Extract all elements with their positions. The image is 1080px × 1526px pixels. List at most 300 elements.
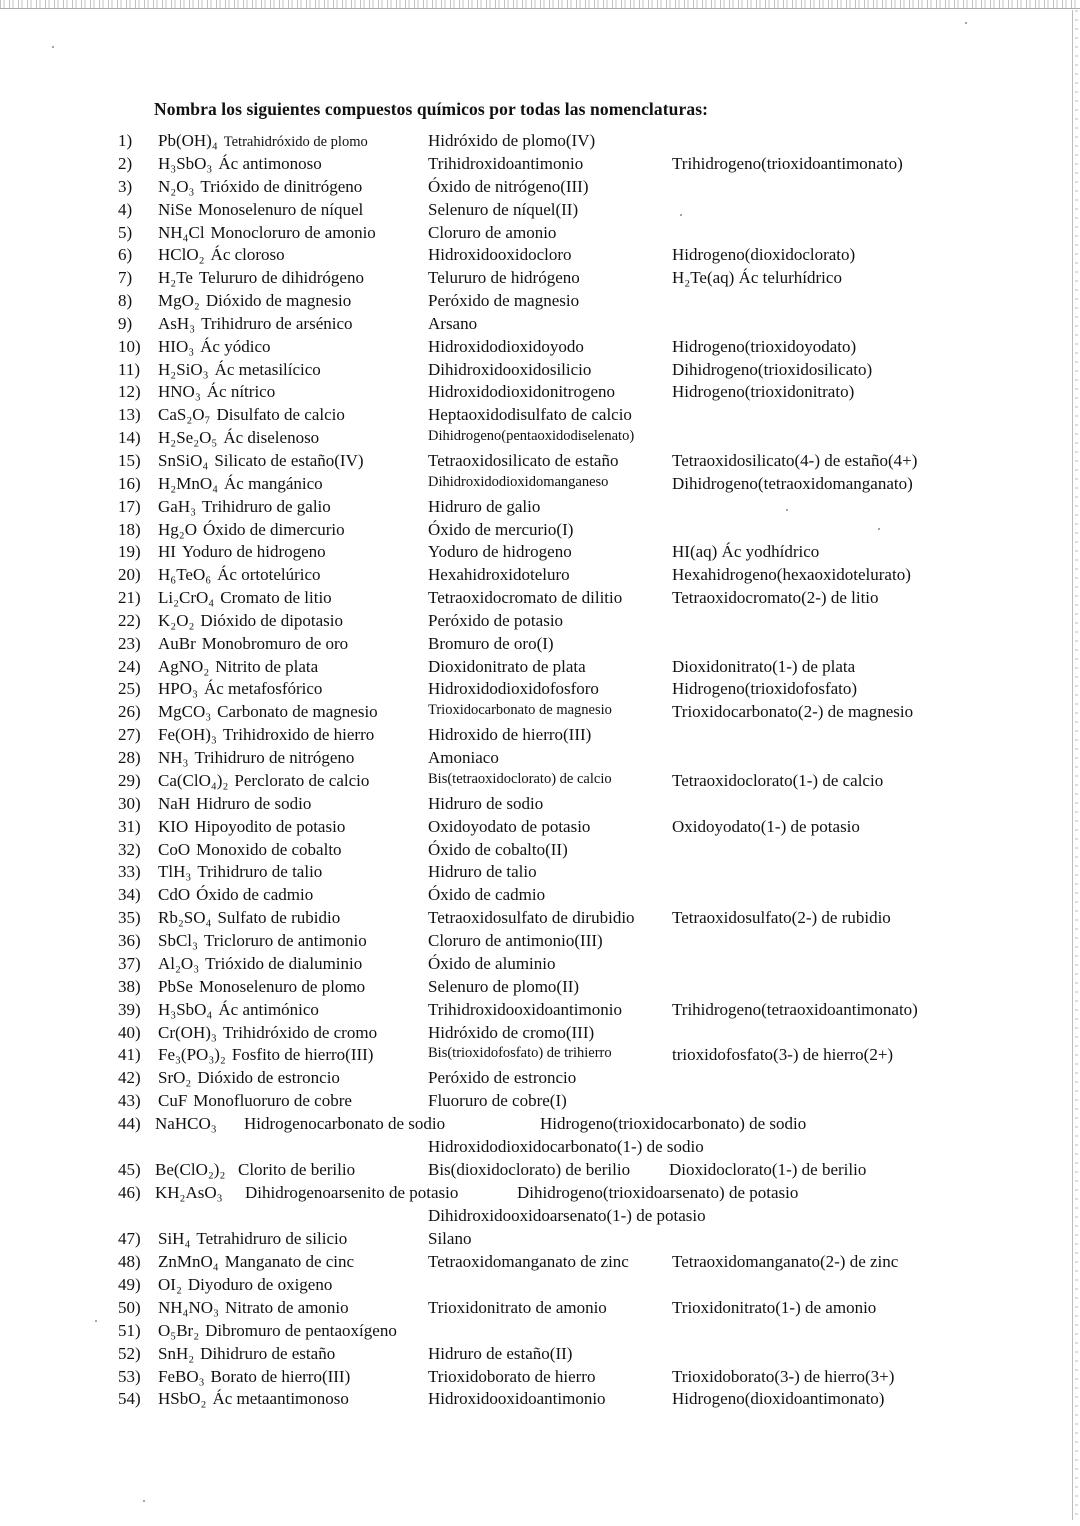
formula: HIO₃ xyxy=(158,337,195,356)
formula-and-traditional xyxy=(158,131,368,151)
formula: SnSiO₄ xyxy=(158,451,209,470)
formula: O₅Br₂ xyxy=(158,1321,200,1340)
systematic-name: Trioxidoborato de hierro xyxy=(428,1367,596,1386)
traditional-name: Clorito de berilio xyxy=(238,1160,356,1179)
systematic-name: Óxido de nitrógeno(III) xyxy=(428,177,589,196)
traditional-name: Monoxido de cobalto xyxy=(196,840,342,859)
scan-speck xyxy=(52,46,54,48)
item-number: 7) xyxy=(118,268,133,287)
item-number: 17) xyxy=(118,497,141,516)
item-number: 28) xyxy=(118,748,141,767)
formula: Li₂CrO₄ xyxy=(158,588,215,607)
item-number: 33) xyxy=(118,862,141,881)
formula: Rb₂SO₄ xyxy=(158,908,212,927)
formula-and-traditional xyxy=(158,154,322,174)
formula: Be(ClO₂)₂ xyxy=(155,1160,226,1179)
item-number: 50) xyxy=(118,1298,141,1317)
additive-name: Tetraoxidocromato(2-) de litio xyxy=(672,588,879,607)
traditional-name: Óxido de cadmio xyxy=(196,885,314,904)
formula-and-traditional xyxy=(158,565,321,585)
formula-and-traditional xyxy=(158,931,367,951)
traditional-name: Carbonato de magnesio xyxy=(217,702,378,721)
traditional-name: Trihidruro de nitrógeno xyxy=(194,748,355,767)
formula: H₃SbO₄ xyxy=(158,1000,213,1019)
traditional-name: Fosfito de hierro(III) xyxy=(231,1045,374,1064)
traditional-name: Ác metaantimonoso xyxy=(212,1389,349,1408)
scan-artifact-right-edge xyxy=(1072,10,1073,1520)
formula: CuF xyxy=(158,1091,188,1110)
formula: H₂Se₂O₅ xyxy=(158,428,218,447)
systematic-name: Hidroxidooxidocloro xyxy=(428,245,572,264)
formula-and-traditional xyxy=(158,314,353,334)
additive-name: Dioxidonitrato(1-) de plata xyxy=(672,657,856,676)
traditional-name: Telururo de dihidrógeno xyxy=(198,268,364,287)
formula: Fe₃(PO₃)₂ xyxy=(158,1045,226,1064)
item-number: 13) xyxy=(118,405,141,424)
item-number: 2) xyxy=(118,154,133,173)
item-number: 31) xyxy=(118,817,141,836)
formula-and-traditional xyxy=(158,382,275,402)
formula-and-traditional xyxy=(158,679,322,699)
scan-speck xyxy=(878,528,880,530)
formula-and-traditional xyxy=(158,817,345,837)
additive-name: Hexahidrogeno(hexaoxidotelurato) xyxy=(672,565,911,584)
formula-and-traditional xyxy=(158,405,345,425)
additive-name: HI(aq) Ác yodhídrico xyxy=(672,542,820,561)
systematic-name: Selenuro de plomo(II) xyxy=(428,977,580,996)
formula: H₂MnO₄ xyxy=(158,474,219,493)
formula: NiSe xyxy=(158,200,192,219)
systematic-name: Peróxido de estroncio xyxy=(428,1068,577,1087)
formula-and-traditional xyxy=(158,1298,349,1318)
systematic-name: Hidruro de talio xyxy=(428,862,537,881)
additive-name: H₂Te(aq) Ác telurhídrico xyxy=(672,268,842,287)
additive-name: Tetraoxidomanganato(2-) de zinc xyxy=(672,1252,899,1271)
additive-name: Hidrogeno(trioxidonitrato) xyxy=(672,382,855,401)
formula-and-traditional xyxy=(158,451,364,471)
additive-name: Tetraoxidoclorato(1-) de calcio xyxy=(672,771,884,790)
additive-name: Hidroxidodioxidocarbonato(1-) de sodio xyxy=(428,1137,704,1156)
traditional-name: Monoselenuro de plomo xyxy=(198,977,366,996)
traditional-name: Perclorato de calcio xyxy=(234,771,370,790)
item-number: 43) xyxy=(118,1091,141,1110)
formula: H₆TeO₆ xyxy=(158,565,212,584)
formula-and-traditional xyxy=(158,428,319,448)
systematic-name: Hidroxido de hierro(III) xyxy=(428,725,592,744)
systematic-name: Trihidroxidoantimonio xyxy=(428,154,584,173)
item-number: 22) xyxy=(118,611,141,630)
item-number: 29) xyxy=(118,771,141,790)
formula: Ca(ClO₄)₂ xyxy=(158,771,229,790)
systematic-name: Cloruro de antimonio(III) xyxy=(428,931,603,950)
formula: AuBr xyxy=(158,634,196,653)
systematic-name: Cloruro de amonio xyxy=(428,223,557,242)
systematic-name: Peróxido de magnesio xyxy=(428,291,580,310)
systematic-name: Bis(dioxidoclorato) de berilio xyxy=(428,1160,631,1179)
item-number: 42) xyxy=(118,1068,141,1087)
formula: PbSe xyxy=(158,977,193,996)
systematic-name: Óxido de aluminio xyxy=(428,954,556,973)
formula-and-traditional xyxy=(158,1023,377,1043)
systematic-name: Óxido de cobalto(II) xyxy=(428,840,568,859)
additive-name: Dihidrogeno(trioxidosilicato) xyxy=(672,360,873,379)
item-number: 18) xyxy=(118,520,141,539)
formula: SnH₂ xyxy=(158,1344,195,1363)
item-number: 47) xyxy=(118,1229,141,1248)
additive-name: Trioxidonitrato(1-) de amonio xyxy=(672,1298,877,1317)
systematic-name: Hidroxidooxidoantimonio xyxy=(428,1389,606,1408)
scan-artifact-right-noise xyxy=(1075,10,1078,1520)
item-number: 41) xyxy=(118,1045,141,1064)
formula: HNO₃ xyxy=(158,382,201,401)
traditional-name: Tetrahidróxido de plomo xyxy=(223,134,368,150)
item-number: 21) xyxy=(118,588,141,607)
systematic-name: Amoniaco xyxy=(428,748,499,767)
formula: CoO xyxy=(158,840,191,859)
item-number: 38) xyxy=(118,977,141,996)
traditional-name: Hipoyodito de potasio xyxy=(194,817,346,836)
systematic-name: Telururo de hidrógeno xyxy=(428,268,580,287)
systematic-name: Fluoruro de cobre(I) xyxy=(428,1091,567,1110)
traditional-name: Monocloruro de amonio xyxy=(210,223,376,242)
formula-and-traditional xyxy=(158,268,364,288)
traditional-name: Dióxido de estroncio xyxy=(197,1068,340,1087)
scan-speck xyxy=(143,1500,145,1502)
formula-and-traditional xyxy=(158,1321,397,1341)
formula-and-traditional xyxy=(158,862,322,882)
formula: MgO₂ xyxy=(158,291,200,310)
formula: Hg₂O xyxy=(158,520,197,539)
formula: NH₄Cl xyxy=(158,223,205,242)
systematic-name: Hidroxidodioxidoyodo xyxy=(428,337,584,356)
systematic-name: Selenuro de níquel(II) xyxy=(428,200,579,219)
formula: SrO₂ xyxy=(158,1068,192,1087)
traditional-name: Trihidruro de arsénico xyxy=(201,314,353,333)
additive-name: Trioxidocarbonato(2-) de magnesio xyxy=(672,702,914,721)
formula: GaH₃ xyxy=(158,497,197,516)
formula: OI₂ xyxy=(158,1275,182,1294)
formula-and-traditional xyxy=(158,1344,335,1364)
traditional-name: Diyoduro de oxigeno xyxy=(187,1275,333,1294)
systematic-name: Peróxido de potasio xyxy=(428,611,564,630)
systematic-name: Bis(trioxidofosfato) de trihierro xyxy=(428,1045,612,1061)
systematic-name: Trioxidocarbonato de magnesio xyxy=(428,702,612,718)
formula-and-traditional xyxy=(158,177,362,197)
traditional-name: Dióxido de magnesio xyxy=(205,291,352,310)
formula: N₂O₃ xyxy=(158,177,195,196)
formula-and-traditional xyxy=(158,588,332,608)
item-number: 40) xyxy=(118,1023,141,1042)
formula: MgCO₃ xyxy=(158,702,212,721)
formula: FeBO₃ xyxy=(158,1367,205,1386)
formula-and-traditional xyxy=(158,1252,354,1272)
traditional-name: Borato de hierro(III) xyxy=(210,1367,351,1386)
additive-name: Oxidoyodato(1-) de potasio xyxy=(672,817,860,836)
formula: AsH₃ xyxy=(158,314,196,333)
traditional-name: Trióxido de dialuminio xyxy=(205,954,363,973)
additive-name: Hidrogeno(dioxidoantimonato) xyxy=(672,1389,885,1408)
traditional-name: Ác antimonoso xyxy=(218,154,322,173)
item-number: 3) xyxy=(118,177,133,196)
item-number: 11) xyxy=(118,360,141,379)
additive-name: Dihidroxidooxidoarsenato(1-) de potasio xyxy=(428,1206,706,1225)
systematic-name: Hidruro de estaño(II) xyxy=(428,1344,573,1363)
formula-and-traditional xyxy=(158,977,365,997)
item-number: 27) xyxy=(118,725,141,744)
traditional-name: Ác metasilícico xyxy=(214,360,321,379)
item-number: 12) xyxy=(118,382,141,401)
traditional-name: Dióxido de dipotasio xyxy=(200,611,344,630)
formula: KIO xyxy=(158,817,189,836)
systematic-name: Tetraoxidocromato de dilitio xyxy=(428,588,623,607)
systematic-name: Dihidroxidooxidosilicio xyxy=(428,360,592,379)
formula-and-traditional xyxy=(158,954,362,974)
formula: CdO xyxy=(158,885,191,904)
systematic-name: Bis(tetraoxidoclorato) de calcio xyxy=(428,771,612,787)
formula-and-traditional xyxy=(158,1068,340,1088)
item-number: 24) xyxy=(118,657,141,676)
systematic-name: Heptaoxidodisulfato de calcio xyxy=(428,405,632,424)
formula-and-traditional xyxy=(158,474,323,494)
systematic-name: Bromuro de oro(I) xyxy=(428,634,554,653)
traditional-name: Manganato de cinc xyxy=(224,1252,355,1271)
formula: SiH₄ xyxy=(158,1229,191,1248)
systematic-name: Hidruro de galio xyxy=(428,497,541,516)
item-number: 49) xyxy=(118,1275,141,1294)
traditional-name: Silicato de estaño(IV) xyxy=(214,451,364,470)
traditional-name: Tetrahidruro de silicio xyxy=(196,1229,348,1248)
item-number: 1) xyxy=(118,131,133,150)
formula: NaHCO₃ xyxy=(155,1114,217,1133)
formula: Al₂O₃ xyxy=(158,954,200,973)
systematic-name: Hexahidroxidoteluro xyxy=(428,565,570,584)
additive-name: trioxidofosfato(3-) de hierro(2+) xyxy=(672,1045,894,1064)
formula: NH₃ xyxy=(158,748,189,767)
traditional-name: Dihidruro de estaño xyxy=(200,1344,336,1363)
scan-speck xyxy=(95,1320,97,1322)
traditional-name: Nitrato de amonio xyxy=(224,1298,349,1317)
traditional-name: Monofluoruro de cobre xyxy=(193,1091,352,1110)
additive-name: Trihidrogeno(trioxidoantimonato) xyxy=(672,154,903,173)
systematic-name: Tetraoxidomanganato de zinc xyxy=(428,1252,629,1271)
formula: H₃SbO₃ xyxy=(158,154,213,173)
systematic-name: Hidróxido de cromo(III) xyxy=(428,1023,595,1042)
traditional-name: Nitrito de plata xyxy=(215,657,319,676)
systematic-name: Hidroxidodioxidofosforo xyxy=(428,679,599,698)
item-number: 36) xyxy=(118,931,141,950)
additive-name: Dioxidoclorato(1-) de berilio xyxy=(669,1160,867,1179)
traditional-name: Dibromuro de pentaoxígeno xyxy=(205,1321,397,1340)
formula: Cr(OH)₃ xyxy=(158,1023,217,1042)
systematic-name: Hidroxidodioxidonitrogeno xyxy=(428,382,615,401)
formula: NH₄NO₃ xyxy=(158,1298,219,1317)
item-number: 26) xyxy=(118,702,141,721)
item-number: 32) xyxy=(118,840,141,859)
systematic-name: Yoduro de hidrogeno xyxy=(428,542,572,561)
additive-name: Tetraoxidosilicato(4-) de estaño(4+) xyxy=(672,451,918,470)
formula-and-traditional xyxy=(158,1045,373,1065)
formula: Fe(OH)₃ xyxy=(158,725,217,744)
traditional-name: Hidruro de sodio xyxy=(196,794,312,813)
formula-and-traditional xyxy=(158,657,318,677)
traditional-name: Cromato de litio xyxy=(220,588,332,607)
additive-name: Trihidrogeno(tetraoxidoantimonato) xyxy=(672,1000,918,1019)
formula-and-traditional xyxy=(158,200,363,220)
systematic-name: Tetraoxidosilicato de estaño xyxy=(428,451,619,470)
traditional-name: Trihidroxido de hierro xyxy=(222,725,375,744)
systematic-name: Arsano xyxy=(428,314,478,333)
systematic-name: Hidróxido de plomo(IV) xyxy=(428,131,596,150)
item-number: 25) xyxy=(118,679,141,698)
item-number: 54) xyxy=(118,1389,141,1408)
formula-and-traditional xyxy=(158,611,343,631)
systematic-name: Hidruro de sodio xyxy=(428,794,544,813)
item-number: 23) xyxy=(118,634,141,653)
formula-and-traditional xyxy=(158,497,331,517)
traditional-name: Ác yódico xyxy=(200,337,271,356)
item-number: 52) xyxy=(118,1344,141,1363)
systematic-name: Dioxidonitrato de plata xyxy=(428,657,586,676)
formula: AgNO₂ xyxy=(158,657,210,676)
item-number: 8) xyxy=(118,291,133,310)
traditional-name: Tricloruro de antimonio xyxy=(203,931,367,950)
item-number: 46) xyxy=(118,1183,141,1202)
traditional-name: Ác metafosfórico xyxy=(203,679,323,698)
formula-and-traditional xyxy=(158,794,311,814)
item-number: 45) xyxy=(118,1160,141,1179)
item-number: 35) xyxy=(118,908,141,927)
formula-and-traditional xyxy=(158,542,326,562)
systematic-name: Dihidrogeno(trioxidoarsenato) de potasio xyxy=(517,1183,799,1202)
traditional-name: Dihidrogenoarsenito de potasio xyxy=(245,1183,459,1202)
page-title: Nombra los siguientes compuestos químicos por todas las nomenclaturas: xyxy=(154,99,709,119)
traditional-name: Monobromuro de oro xyxy=(201,634,349,653)
formula-and-traditional xyxy=(158,1275,332,1295)
systematic-name: Óxido de mercurio(I) xyxy=(428,520,574,539)
traditional-name: Sulfato de rubidio xyxy=(217,908,341,927)
formula: HSbO₂ xyxy=(158,1389,207,1408)
formula: HI xyxy=(158,542,176,561)
formula: HClO₂ xyxy=(158,245,205,264)
item-number: 4) xyxy=(118,200,133,219)
formula-and-traditional xyxy=(158,291,351,311)
additive-name: Tetraoxidosulfato(2-) de rubidio xyxy=(672,908,891,927)
item-number: 20) xyxy=(118,565,141,584)
formula: TlH₃ xyxy=(158,862,192,881)
item-number: 9) xyxy=(118,314,133,333)
formula: CaS₂O₇ xyxy=(158,405,211,424)
item-number: 10) xyxy=(118,337,141,356)
formula-and-traditional xyxy=(158,885,313,905)
item-number: 51) xyxy=(118,1321,141,1340)
item-number: 19) xyxy=(118,542,141,561)
systematic-name: Hidrogeno(trioxidocarbonato) de sodio xyxy=(540,1114,807,1133)
systematic-name: Óxido de cadmio xyxy=(428,885,546,904)
item-number: 6) xyxy=(118,245,133,264)
scan-speck xyxy=(680,214,682,216)
scan-speck xyxy=(786,509,788,511)
item-number: 14) xyxy=(118,428,141,447)
traditional-name: Trihidruro de talio xyxy=(197,862,323,881)
formula: Pb(OH)₄ xyxy=(158,131,218,150)
additive-name: Hidrogeno(trioxidofosfato) xyxy=(672,679,858,698)
item-number: 16) xyxy=(118,474,141,493)
traditional-name: Ác nítrico xyxy=(206,382,276,401)
traditional-name: Trióxido de dinitrógeno xyxy=(200,177,363,196)
item-number: 5) xyxy=(118,223,133,242)
formula: H₂SiO₃ xyxy=(158,360,209,379)
formula: HPO₃ xyxy=(158,679,198,698)
item-number: 15) xyxy=(118,451,141,470)
formula-and-traditional xyxy=(158,748,354,768)
traditional-name: Ác cloroso xyxy=(210,245,285,264)
traditional-name: Monoselenuro de níquel xyxy=(198,200,364,219)
formula-and-traditional xyxy=(158,337,271,357)
traditional-name: Yoduro de hidrogeno xyxy=(181,542,326,561)
formula-and-traditional xyxy=(158,702,378,722)
formula: KH₂AsO₃ xyxy=(155,1183,223,1202)
formula: H₂Te xyxy=(158,268,193,287)
formula-and-traditional xyxy=(158,634,348,654)
formula-and-traditional xyxy=(158,223,376,243)
formula-and-traditional xyxy=(158,520,345,540)
item-number: 48) xyxy=(118,1252,141,1271)
traditional-name: Ác diselenoso xyxy=(223,428,320,447)
formula-and-traditional xyxy=(158,360,321,380)
additive-name: Hidrogeno(dioxidoclorato) xyxy=(672,245,856,264)
item-number: 53) xyxy=(118,1367,141,1386)
formula-and-traditional xyxy=(158,908,340,928)
formula-and-traditional xyxy=(158,1389,349,1409)
formula-and-traditional xyxy=(158,1000,319,1020)
formula-and-traditional xyxy=(158,1091,352,1111)
systematic-name: Trihidroxidooxidoantimonio xyxy=(428,1000,622,1019)
systematic-name: Silano xyxy=(428,1229,472,1248)
item-number: 44) xyxy=(118,1114,141,1133)
systematic-name: Tetraoxidosulfato de dirubidio xyxy=(428,908,635,927)
systematic-name: Dihidrogeno(pentaoxidodiselenato) xyxy=(428,428,635,444)
traditional-name: Disulfato de calcio xyxy=(216,405,345,424)
formula-and-traditional xyxy=(158,1367,350,1387)
traditional-name: Trihidróxido de cromo xyxy=(222,1023,378,1042)
traditional-name: Hidrogenocarbonato de sodio xyxy=(244,1114,446,1133)
formula-and-traditional xyxy=(158,840,342,860)
systematic-name: Dihidroxidodioxidomanganeso xyxy=(428,474,609,490)
item-number: 30) xyxy=(118,794,141,813)
formula-and-traditional xyxy=(158,245,285,265)
formula-and-traditional xyxy=(158,771,369,791)
traditional-name: Óxido de dimercurio xyxy=(202,520,345,539)
traditional-name: Ác antimónico xyxy=(218,1000,319,1019)
formula: SbCl₃ xyxy=(158,931,198,950)
formula: NaH xyxy=(158,794,191,813)
systematic-name: Oxidoyodato de potasio xyxy=(428,817,591,836)
additive-name: Hidrogeno(trioxidoyodato) xyxy=(672,337,857,356)
formula-and-traditional xyxy=(158,1229,347,1249)
formula: K₂O₂ xyxy=(158,611,195,630)
formula: ZnMnO₄ xyxy=(158,1252,219,1271)
scan-artifact-top-line xyxy=(0,8,1080,9)
additive-name: Trioxidoborato(3-) de hierro(3+) xyxy=(672,1367,895,1386)
traditional-name: Trihidruro de galio xyxy=(202,497,331,516)
scan-speck xyxy=(965,22,967,24)
item-number: 34) xyxy=(118,885,141,904)
additive-name: Dihidrogeno(tetraoxidomanganato) xyxy=(672,474,913,493)
systematic-name: Trioxidonitrato de amonio xyxy=(428,1298,607,1317)
formula-and-traditional xyxy=(158,725,374,745)
traditional-name: Ác ortotelúrico xyxy=(217,565,321,584)
item-number: 39) xyxy=(118,1000,141,1019)
